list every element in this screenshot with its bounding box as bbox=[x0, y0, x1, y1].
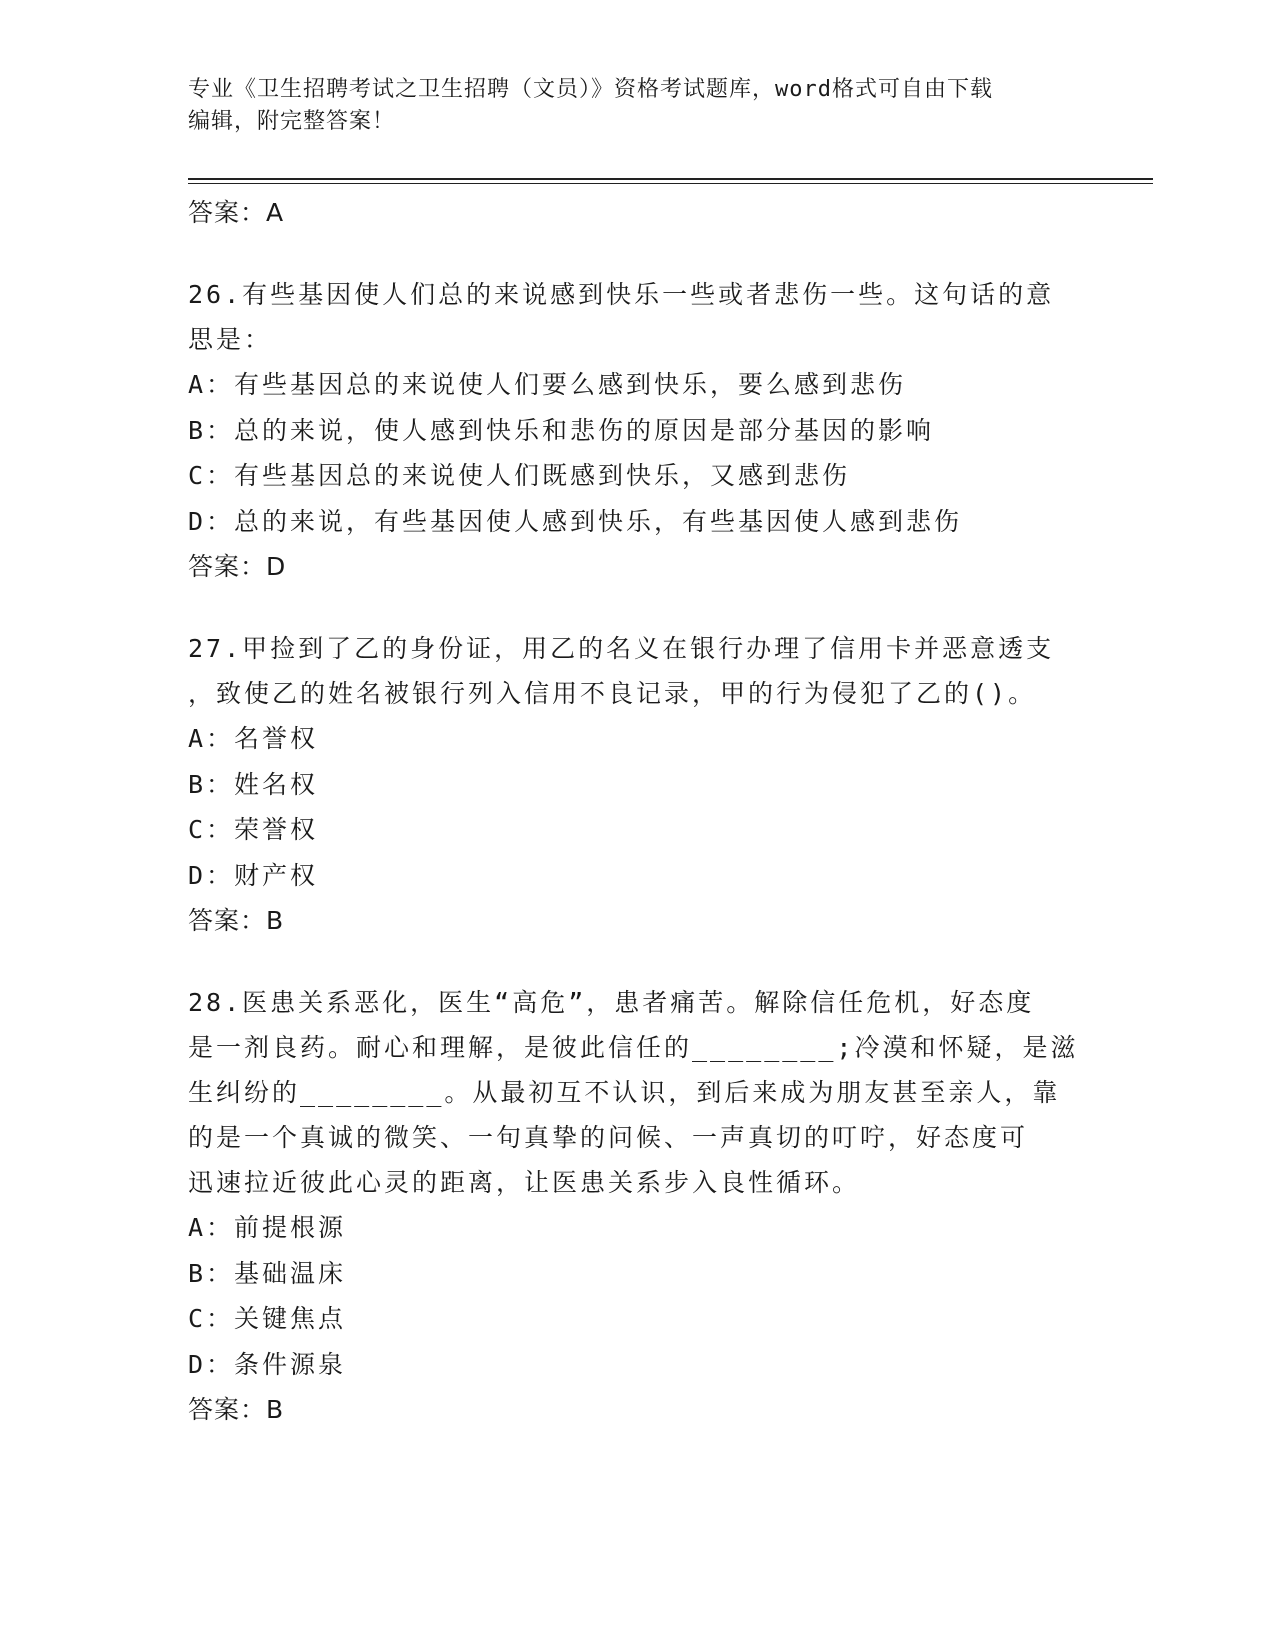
option-b: B：基础温床 bbox=[188, 1258, 347, 1288]
option-c: C：关键焦点 bbox=[188, 1304, 347, 1333]
header-divider bbox=[188, 178, 1153, 180]
question-stem-line: 26.有些基因使人们总的来说感到快乐一些或者悲伤一些。这句话的意 bbox=[188, 280, 1055, 309]
previous-answer: 答案：A bbox=[188, 198, 285, 227]
option-c: C：有些基因总的来说使人们既感到快乐，又感到悲伤 bbox=[188, 461, 851, 490]
header-line: 编辑，附完整答案！ bbox=[188, 109, 396, 134]
option-d: D：总的来说，有些基因使人感到快乐，有些基因使人感到悲伤 bbox=[188, 506, 963, 536]
option-b: B：总的来说，使人感到快乐和悲伤的原因是部分基因的影响 bbox=[188, 415, 935, 445]
option-b: B：姓名权 bbox=[188, 769, 319, 799]
question-stem-line: 思是： bbox=[188, 325, 273, 354]
question-stem-line: 生纠纷的________。从最初互不认识，到后来成为朋友甚至亲人，靠 bbox=[188, 1078, 1061, 1107]
answer-line: 答案：B bbox=[188, 1395, 285, 1424]
answer-line: 答案：B bbox=[188, 906, 285, 935]
question-stem-line: 迅速拉近彼此心灵的距离，让医患关系步入良性循环。 bbox=[188, 1168, 861, 1197]
option-d: D：条件源泉 bbox=[188, 1349, 347, 1379]
question-27 bbox=[188, 626, 1088, 944]
question-stem-line: ，致使乙的姓名被银行列入信用不良记录，甲的行为侵犯了乙的()。 bbox=[188, 679, 1037, 708]
question-stem-line: 28.医患关系恶化，医生“高危”，患者痛苦。解除信任危机，好态度 bbox=[188, 988, 1035, 1017]
option-d: D：财产权 bbox=[188, 860, 319, 890]
option-a: A：前提根源 bbox=[188, 1213, 347, 1242]
answer-line: 答案：D bbox=[188, 552, 287, 581]
question-list bbox=[188, 190, 1088, 1433]
document-header bbox=[188, 74, 1088, 138]
header-line: 专业《卫生招聘考试之卫生招聘（文员）》资格考试题库，word格式可自由下载 bbox=[188, 77, 993, 102]
question-28 bbox=[188, 980, 1088, 1433]
option-a: A：名誉权 bbox=[188, 724, 319, 753]
header-divider-thin bbox=[188, 183, 1153, 184]
option-c: C：荣誉权 bbox=[188, 815, 319, 844]
question-26 bbox=[188, 272, 1088, 590]
option-a: A：有些基因总的来说使人们要么感到快乐，要么感到悲伤 bbox=[188, 370, 907, 399]
question-stem-line: 的是一个真诚的微笑、一句真挚的问候、一声真切的叮咛，好态度可 bbox=[188, 1123, 1029, 1152]
question-stem-line: 是一剂良药。耐心和理解，是彼此信任的________;冷漠和怀疑，是滋 bbox=[188, 1033, 1079, 1062]
question-stem-line: 27.甲捡到了乙的身份证，用乙的名义在银行办理了信用卡并恶意透支 bbox=[188, 634, 1055, 663]
